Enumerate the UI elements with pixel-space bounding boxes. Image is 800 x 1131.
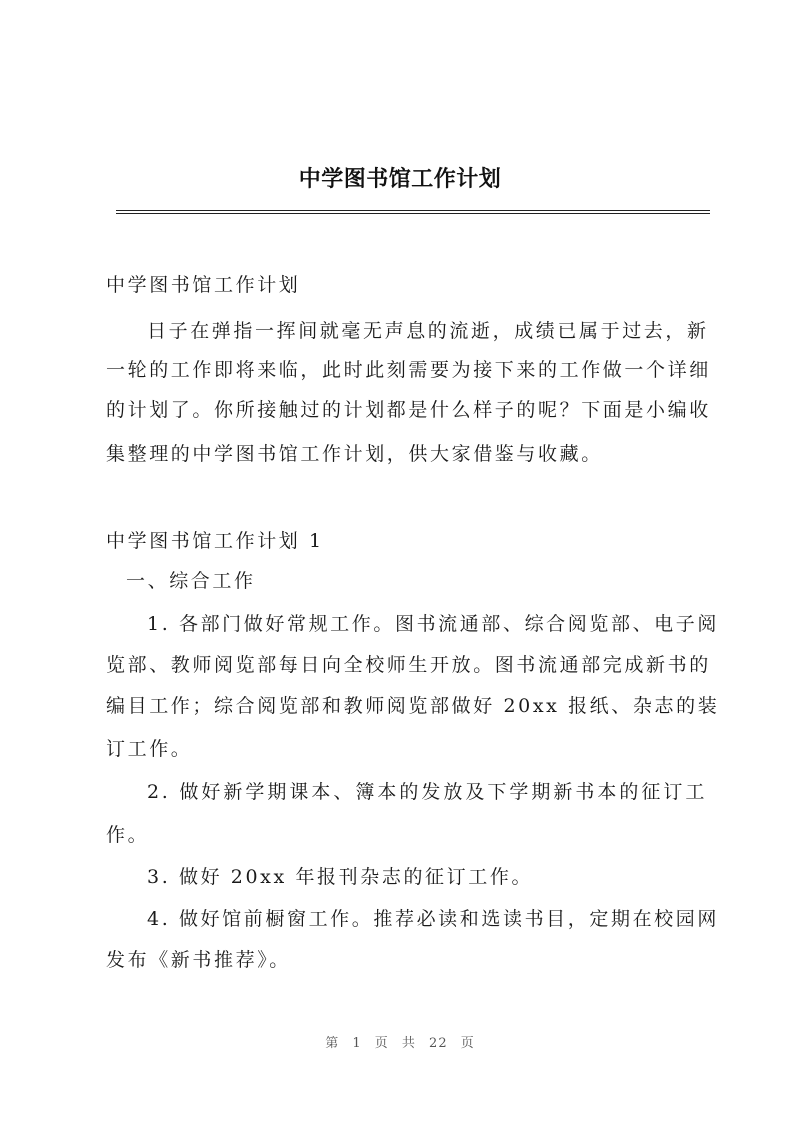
item1-line: 览部、教师阅览部每日向全校师生开放。图书流通部完成新书的 (106, 654, 711, 676)
intro-line: 的计划了。你所接触过的计划都是什么样子的呢？下面是小编收 (106, 399, 711, 421)
item1-line: 编目工作；综合阅览部和教师阅览部做好 20xx 报纸、杂志的装 (106, 695, 720, 717)
intro-line: 一轮的工作即将来临，此时此刻需要为接下来的工作做一个详细 (106, 359, 711, 381)
intro-line: 集整理的中学图书馆工作计划，供大家借鉴与收藏。 (106, 443, 603, 465)
item4-line: 4. 做好馆前橱窗工作。推荐必读和选读书目，定期在校园网 (147, 908, 719, 930)
title-underline (116, 210, 710, 214)
item2-line: 2. 做好新学期课本、簿本的发放及下学期新书本的征订工 (147, 781, 707, 803)
section-heading: 一、综合工作 (126, 570, 256, 592)
item4-line: 发布《新书推荐》。 (106, 949, 291, 971)
intro-line: 日子在弹指一挥间就毫无声息的流逝，成绩已属于过去，新 (147, 320, 709, 342)
page-number-footer: 第 1 页 共 22 页 (325, 1036, 475, 1051)
document-title: 中学图书馆工作计划 (298, 166, 502, 192)
item1-line: 订工作。 (106, 738, 193, 760)
item1-line: 1. 各部门做好常规工作。图书流通部、综合阅览部、电子阅 (147, 613, 719, 635)
item2-line: 作。 (106, 824, 150, 846)
plan-heading: 中学图书馆工作计划 1 (106, 530, 324, 552)
heading: 中学图书馆工作计划 (106, 274, 301, 296)
item3-line: 3. 做好 20xx 年报刊杂志的征订工作。 (147, 866, 534, 888)
